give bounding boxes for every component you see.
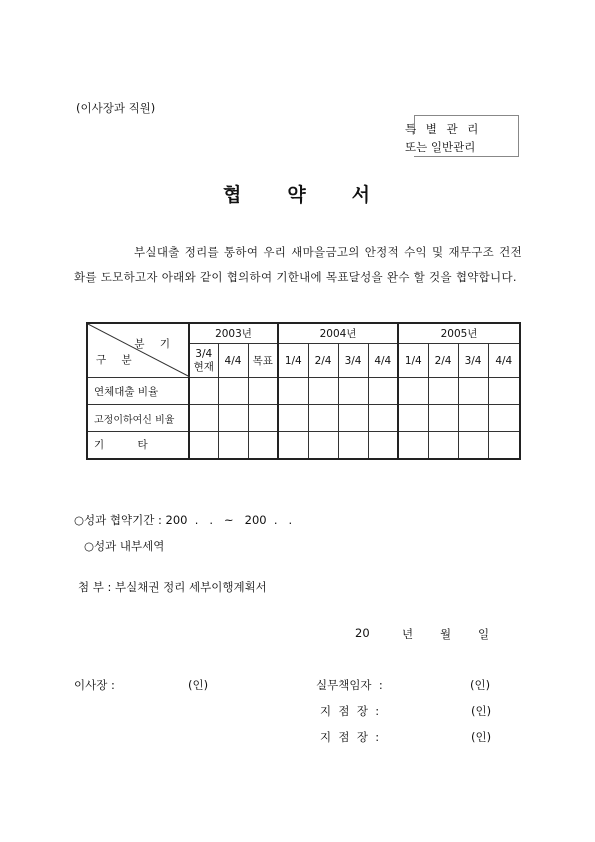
paragraph-text: 부실대출 정리를 통하여 우리 새마을금고의 안정적 수익 및 재무구조 건전화를 도모하고자 아래와 같이 협의하여 기한내에 목표달성을 완수 할 것을 협약합니다. bbox=[74, 245, 522, 284]
quarter-2004-1: 1/4 bbox=[278, 344, 308, 378]
year-2004: 2004년 bbox=[278, 323, 398, 344]
year-2005: 2005년 bbox=[398, 323, 520, 344]
q-current-label: 현재 bbox=[193, 360, 214, 373]
branch-manager-seal-1: (인) bbox=[471, 704, 492, 718]
title-char-1: 협 bbox=[222, 184, 244, 206]
branch-manager-label-1: 지 점 장 : bbox=[320, 704, 380, 718]
management-general: 또는 일반관리 bbox=[405, 140, 476, 154]
manager-seal: (인) bbox=[470, 678, 491, 692]
quarter-2003-current bbox=[189, 344, 218, 378]
target-table bbox=[86, 322, 521, 460]
table-row bbox=[87, 432, 520, 459]
quarter-2004-4: 4/4 bbox=[368, 344, 398, 378]
table-row bbox=[87, 378, 520, 405]
table-row bbox=[87, 405, 520, 432]
quarter-2004-2: 2/4 bbox=[308, 344, 338, 378]
q-label: 3/4 bbox=[195, 347, 213, 360]
year-2003: 2003년 bbox=[189, 323, 278, 344]
date-year-unit: 년 bbox=[402, 627, 414, 641]
header-note: (이사장과 직원) bbox=[76, 101, 156, 115]
quarter-2003-target: 목표 bbox=[248, 344, 278, 378]
quarter-2005-2: 2/4 bbox=[428, 344, 458, 378]
management-special: 특 별 관 리 bbox=[405, 122, 482, 136]
title-char-3: 서 bbox=[351, 184, 373, 206]
quarter-2005-4: 4/4 bbox=[488, 344, 520, 378]
agreement-period: ○성과 협약기간 : 200 . . ~ 200 . . bbox=[74, 513, 293, 527]
quarter-2004-3: 3/4 bbox=[338, 344, 368, 378]
title-char-2: 약 bbox=[287, 184, 308, 206]
date-day-unit: 일 bbox=[478, 627, 490, 641]
row-label-delinquency: 연체대출 비율 bbox=[87, 378, 189, 405]
chairman-label: 이사장 : bbox=[74, 678, 115, 692]
branch-manager-seal-2: (인) bbox=[471, 730, 492, 744]
branch-manager-label-2: 지 점 장 : bbox=[320, 730, 380, 744]
row-label-other: 기 타 bbox=[87, 432, 189, 459]
date-month-unit: 월 bbox=[440, 627, 452, 641]
agreement-paragraph bbox=[74, 240, 522, 290]
quarter-2005-3: 3/4 bbox=[458, 344, 488, 378]
date-year: 20 bbox=[355, 626, 370, 640]
quarter-2005-1: 1/4 bbox=[398, 344, 428, 378]
performance-detail: ○성과 내부세역 bbox=[84, 539, 165, 553]
chairman-seal: (인) bbox=[188, 678, 209, 692]
document-title bbox=[0, 180, 595, 207]
table-corner bbox=[87, 323, 189, 378]
manager-label: 실무책임자 : bbox=[316, 678, 383, 692]
quarter-2003-4: 4/4 bbox=[218, 344, 248, 378]
corner-category-label: 구 분 bbox=[96, 354, 138, 366]
row-label-substandard: 고정이하여신 비율 bbox=[87, 405, 189, 432]
attachment-line: 첨 부 : 부실채권 정리 세부이행계획서 bbox=[78, 580, 267, 594]
corner-quarter-label: 분 기 bbox=[134, 338, 176, 350]
